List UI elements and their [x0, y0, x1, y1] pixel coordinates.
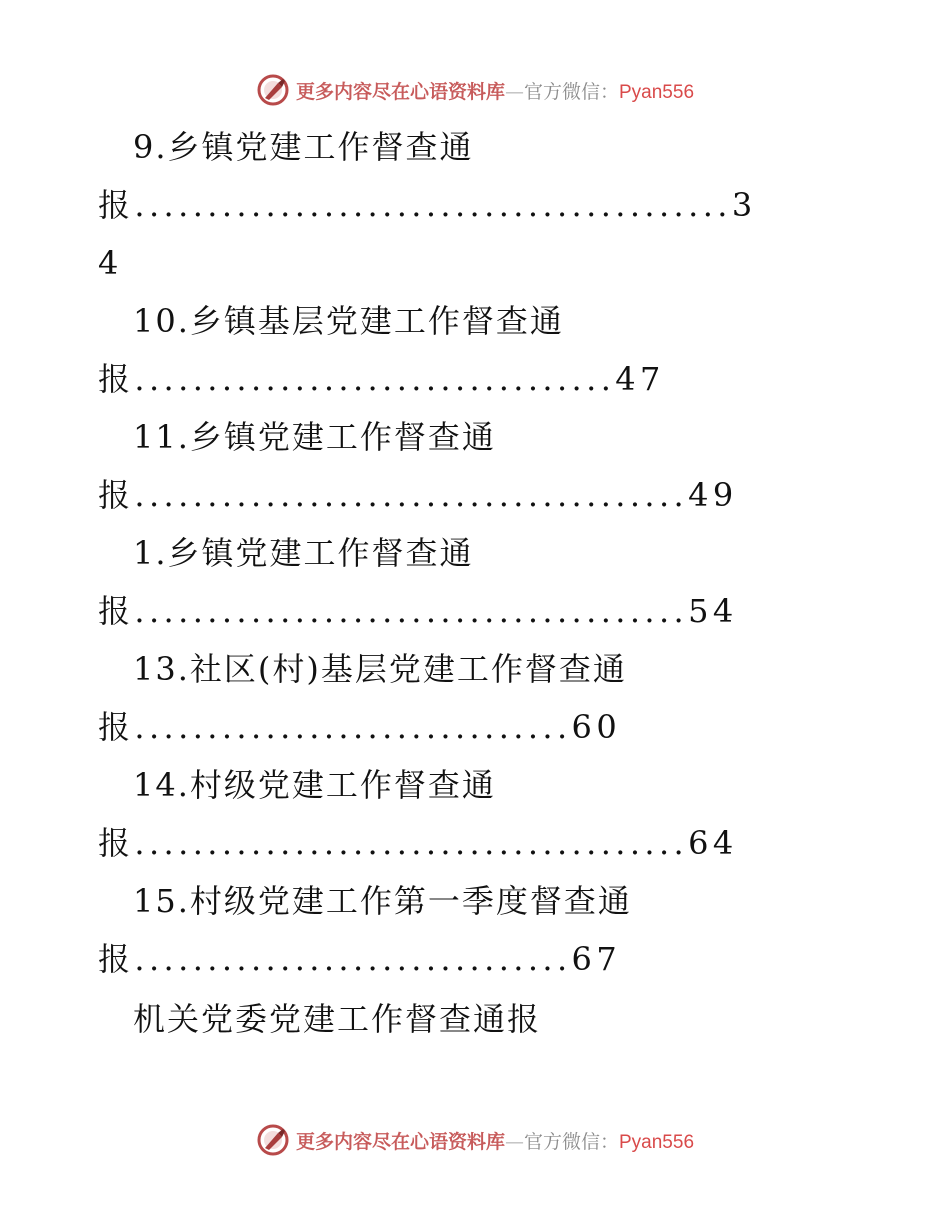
footer-watermark-banner: [0, 1120, 950, 1160]
watermark-text: [296, 77, 694, 104]
watermark-brand: 更多内容尽在心语资料库: [295, 1130, 505, 1153]
watermark-handle: Pyan556: [619, 81, 695, 103]
toc-entry-leader[interactable]: 报..............................67: [98, 940, 622, 978]
toc-entry-title[interactable]: 1.乡镇党建工作督查通: [133, 534, 474, 572]
watermark-label: 官方微信：: [523, 1130, 619, 1153]
pen-nib-logo-icon: [256, 1123, 290, 1157]
toc-entry-title[interactable]: 机关党委党建工作督查通报: [133, 1000, 542, 1038]
header-watermark-banner: [0, 70, 950, 110]
watermark-handle: Pyan556: [619, 1131, 695, 1153]
toc-entry-leader[interactable]: 报..............................60: [98, 708, 622, 746]
watermark-dash: —: [504, 1130, 524, 1153]
toc-entry-leader[interactable]: 报......................................54: [98, 592, 738, 630]
toc-entry-leader[interactable]: 报.........................................3: [98, 186, 757, 224]
toc-entry-leader[interactable]: 报.................................47: [98, 360, 665, 398]
watermark-text: [296, 1127, 694, 1154]
watermark-brand: 更多内容尽在心语资料库: [295, 80, 505, 103]
toc-entry-page-continuation: 4: [98, 244, 121, 282]
toc-entry-title[interactable]: 15.村级党建工作第一季度督查通: [133, 882, 632, 920]
toc-entry-title[interactable]: 9.乡镇党建工作督查通: [133, 128, 474, 166]
watermark-dash: —: [504, 80, 524, 103]
toc-entry-leader[interactable]: 报......................................64: [98, 824, 738, 862]
toc-entry-title[interactable]: 13.社区(村)基层党建工作督查通: [133, 650, 627, 688]
watermark-label: 官方微信：: [523, 80, 619, 103]
toc-entry-title[interactable]: 11.乡镇党建工作督查通: [133, 418, 496, 456]
toc-entry-leader[interactable]: 报......................................49: [98, 476, 738, 514]
pen-nib-logo-icon: [256, 73, 290, 107]
toc-entry-title[interactable]: 14.村级党建工作督查通: [133, 766, 496, 804]
toc-entry-title[interactable]: 10.乡镇基层党建工作督查通: [133, 302, 564, 340]
